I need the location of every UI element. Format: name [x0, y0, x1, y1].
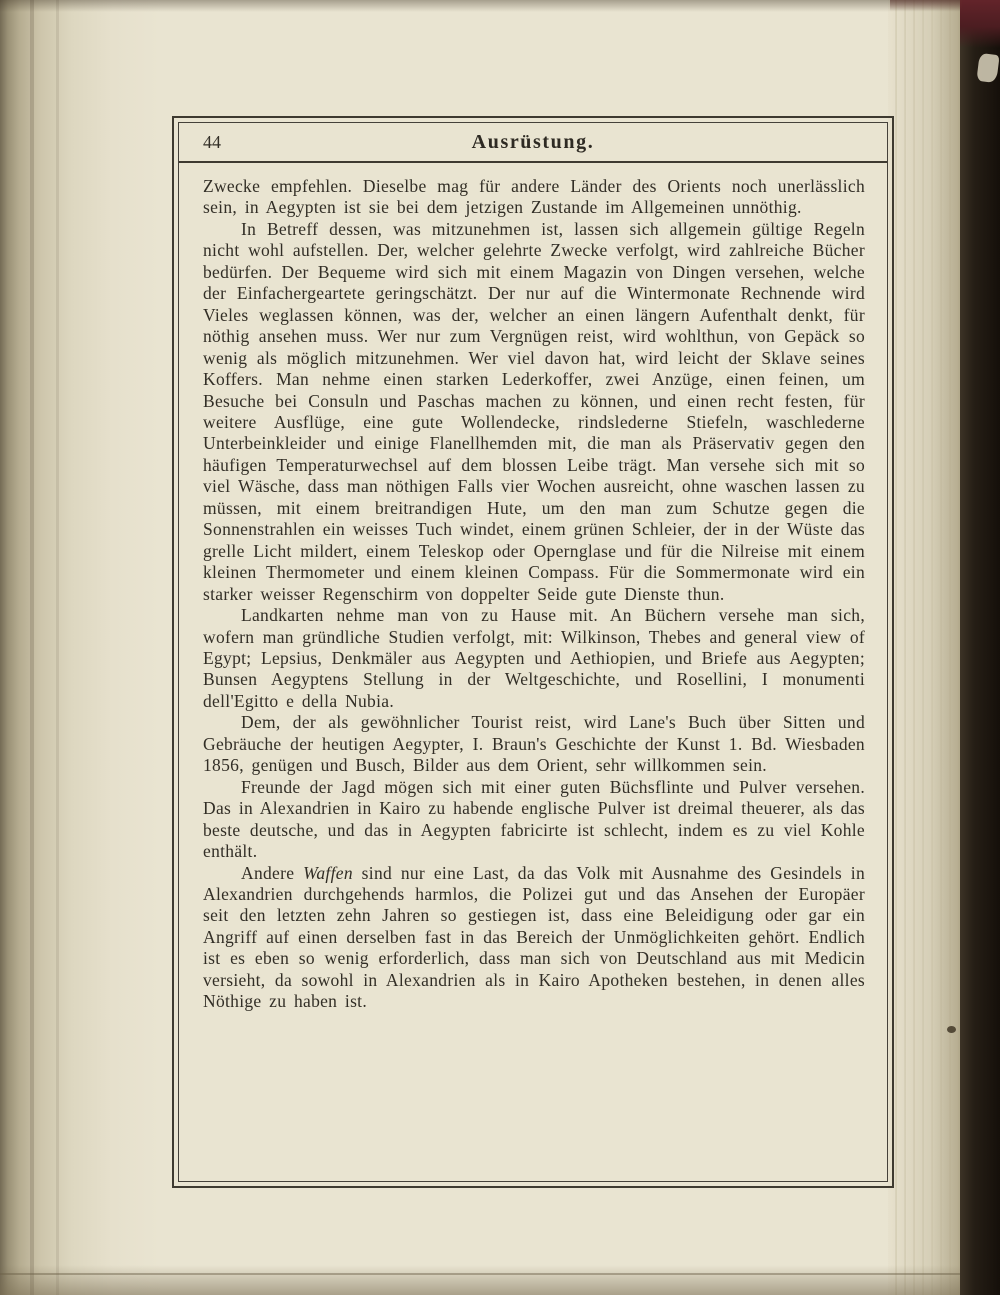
page-title: Ausrüstung.	[471, 131, 595, 153]
paragraph	[203, 605, 865, 712]
paragraph	[203, 219, 865, 605]
cover-red-marbling	[960, 0, 1000, 48]
running-header	[179, 123, 887, 163]
binding-gutter-shadow	[0, 0, 160, 1295]
gutter-fold-line	[30, 0, 34, 1295]
paragraph	[203, 176, 865, 219]
italic-run: Waffen	[303, 862, 353, 883]
top-edge-shadow	[0, 0, 960, 12]
text-run: Freunde der Jagd mögen sich mit einer guten Büchsflinte und Pulver versehen. Das in Alexandrien in Kairo zu habende englische Pulver ist dreimal theuerer, als das beste deutsche, und das in Aegypten fabricirte ist schlecht, indem es zu viel Kohle enthält.	[203, 776, 865, 862]
text-body	[179, 163, 887, 1181]
text-run: Zwecke empfehlen. Dieselbe mag für andere Länder des Orients noch unerlässlich sein, in Aegypten ist sie bei dem jetzigen Zustande im Allgemeinen unnöthig.	[203, 176, 865, 218]
text-run: sind nur eine Last, da das Volk mit Ausnahme des Gesindels in Alexandrien durchgehends harmlos, die Polizei gut und das Ansehen der Europäer seit den letzten zehn Jahren so gestiegen ist, dass eine Beleidigung oder gar ein Angriff auf einen derselben fast in das Bereich der Unmöglichkeiten gehört. Endlich ist es eben so wenig erforderlich, dass man sich von Deutschland aus mit Medicin versieht, da sowohl in Alexandrien als in Kairo Apotheken bestehen, in denen alles Nöthige zu haben ist.	[203, 862, 865, 1012]
text-run: In Betreff dessen, was mitzunehmen ist, lassen sich allgemein gültige Regeln nicht wohl aufstellen. Der, welcher gelehrte Zwecke verfolgt, wird zahlreiche Bücher bedürfen. Der Bequeme wird sich mit einem Magazin von Dingen versehen, welche der Einfachergeartete geringschätzt. Der nur auf die Wintermonate Rechnende wird Vieles weglassen können, was der, welcher an einen längern Aufenthalt denkt, für nöthig ansehen muss. Wer nur zum Vergnügen reist, wird wohlthun, von Gepäck so wenig als möglich mitzunehmen. Wer viel davon hat, wird leicht der Sklave seines Koffers. Man nehme einen starken Lederkoffer, zwei Anzüge, einen feinen, um Besuche bei Consuln und Paschas machen zu können, und einen recht festen, für weitere Ausflüge, eine gute Wollendecke, rindslederne Stiefeln, waschlederne Unterbeinkleider und einige Flanellhemden mit, die man als Präservativ gegen den häufigen Temperaturwechsel auf dem blossen Leibe trägt. Man versehe sich mit so viel Wäsche, dass man nöthigen Falls vier Wochen ausreicht, ohne waschen lassen zu müssen, mit einem breitrandigen Hute, um den man zum Schutze gegen die Sonnenstrahlen ein weisses Tuch windet, einem grünen Schleier, der in der Wüste das grelle Licht mildert, einem Teleskop oder Opernglase und für die Nilreise mit einem kleinen Thermometer und einem kleinen Compass. Für die Sommermonate wird ein starker weisser Regenschirm von doppelter Seide gute Dienste thun.	[203, 218, 865, 604]
book-cover-edge	[960, 0, 1000, 1295]
ink-speck	[947, 1026, 956, 1033]
text-run: Landkarten nehme man von zu Hause mit. An Büchern versehe man sich, wofern man gründliche Studien verfolgt, mit: Wilkinson, Thebes and general view of Egypt; Lepsius, Denkmäler aus Aegypten und Aethiopien, und Briefe aus Aegypten; Bunsen Aegyptens Stellung in der Weltgeschichte, und Rosellini, I monumenti dell'Egitto e della Nubia.	[203, 605, 865, 711]
text-frame-outer-rule	[172, 116, 894, 1188]
text-run: Dem, der als gewöhnlicher Tourist reist, wird Lane's Buch über Sitten und Gebräuche der heutigen Aegypter, I. Braun's Geschichte der Kunst 1. Bd. Wiesbaden 1856, genügen und Busch, Bilder aus dem Orient, sehr willkommen sein.	[203, 712, 865, 776]
paragraph	[203, 777, 865, 863]
text-run: Andere	[241, 862, 304, 883]
stacked-page-edges	[888, 0, 960, 1295]
text-frame-inner-rule	[178, 122, 888, 1182]
gutter-fold-line	[56, 0, 59, 1295]
bottom-edge-shadow	[0, 1265, 960, 1295]
paragraph	[203, 863, 865, 1013]
paragraph	[203, 712, 865, 776]
page-number: 44	[203, 132, 221, 152]
